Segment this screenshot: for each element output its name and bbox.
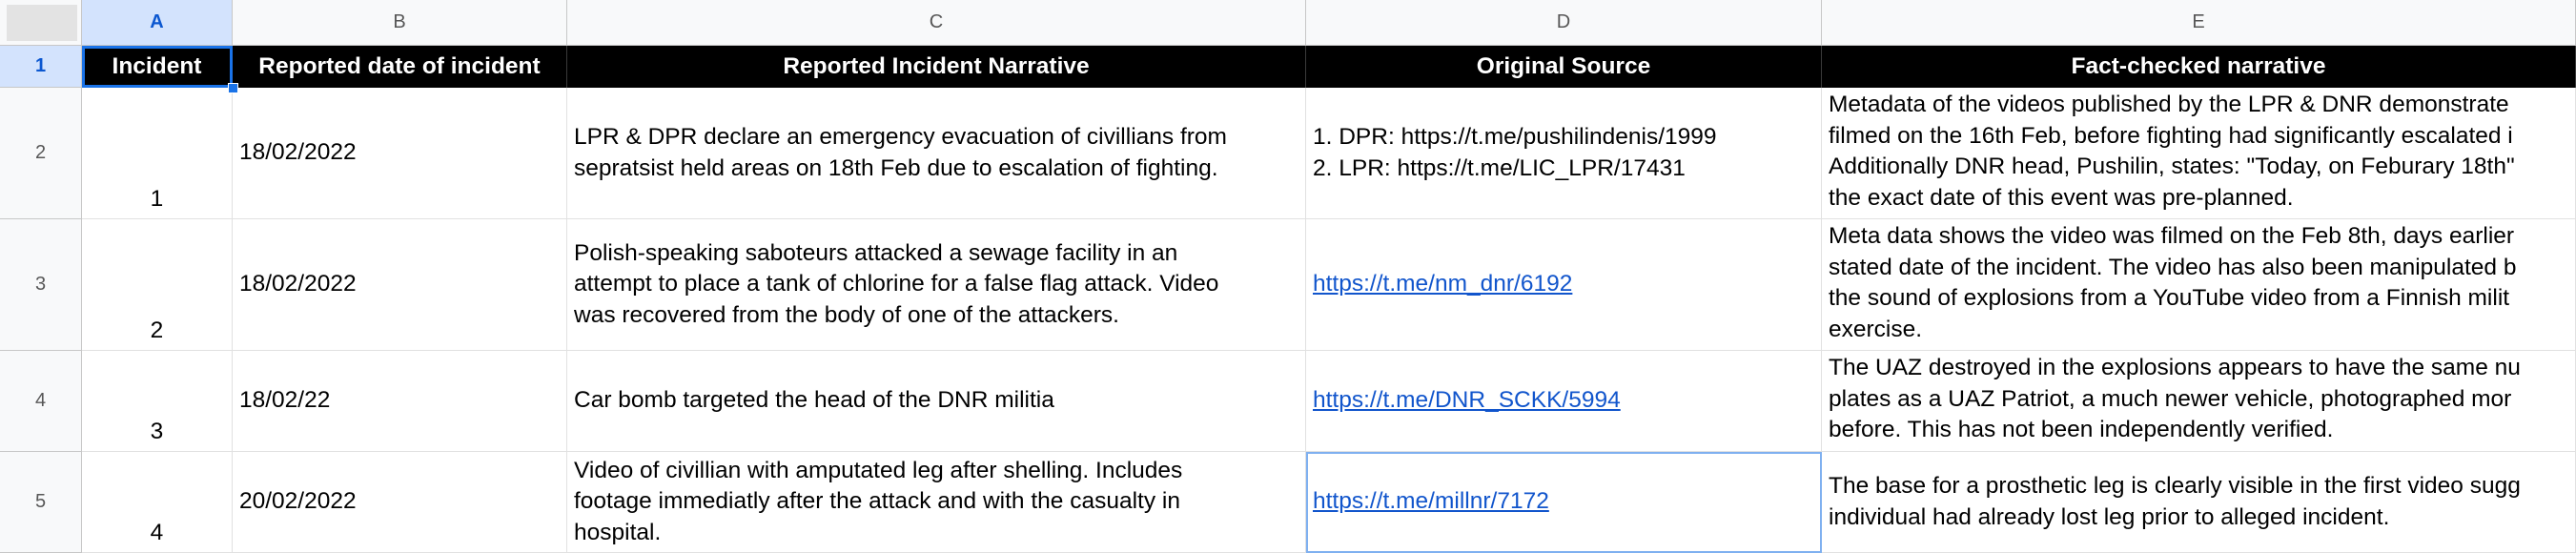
- incident-number-cell[interactable]: 4: [82, 452, 233, 553]
- row-header-5[interactable]: 5: [0, 452, 82, 553]
- select-all-corner[interactable]: [0, 0, 82, 46]
- fill-handle[interactable]: [228, 83, 238, 93]
- incident-number-cell[interactable]: 3: [82, 351, 233, 452]
- header-cell-date[interactable]: Reported date of incident: [233, 46, 567, 88]
- column-header-e[interactable]: E: [1822, 0, 2576, 46]
- factcheck-cell[interactable]: Metadata of the videos published by the LPR & DNR demonstrate filmed on the 16th Feb, before fighting had significantly escalated i Additionally DNR head, Pushilin, states: "Today, on Feburary 18th" the exact date of this event was pre-planned.: [1822, 88, 2576, 219]
- row-header-3[interactable]: 3: [0, 219, 82, 351]
- column-header-d[interactable]: D: [1306, 0, 1822, 46]
- incident-number-cell[interactable]: 1: [82, 88, 233, 219]
- date-cell[interactable]: 18/02/2022: [233, 88, 567, 219]
- source-link[interactable]: https://t.me/nm_dnr/6192: [1313, 271, 1573, 297]
- source-link[interactable]: https://t.me/DNR_SCKK/5994: [1313, 387, 1621, 414]
- incident-number-cell[interactable]: 2: [82, 219, 233, 351]
- header-cell-source[interactable]: Original Source: [1306, 46, 1822, 88]
- row-header-4[interactable]: 4: [0, 351, 82, 452]
- header-cell-narrative[interactable]: Reported Incident Narrative: [567, 46, 1306, 88]
- date-cell[interactable]: 18/02/2022: [233, 219, 567, 351]
- column-header-b[interactable]: B: [233, 0, 567, 46]
- narrative-cell[interactable]: LPR & DPR declare an emergency evacuation of civillians from sepratsist held areas on 18th Feb due to escalation of fighting.: [567, 88, 1306, 219]
- row-header-2[interactable]: 2: [0, 88, 82, 219]
- narrative-cell[interactable]: Polish-speaking saboteurs attacked a sewage facility in an attempt to place a tank of chlorine for a false flag attack. Video was recovered from the body of one of the attackers.: [567, 219, 1306, 351]
- factcheck-cell[interactable]: Meta data shows the video was filmed on the Feb 8th, days earlier stated date of the incident. The video has also been manipulated b the sound of explosions from a YouTube video from a Finnish milit exercise.: [1822, 219, 2576, 351]
- column-header-c[interactable]: C: [567, 0, 1306, 46]
- date-cell[interactable]: 20/02/2022: [233, 452, 567, 553]
- row-header-1[interactable]: 1: [0, 46, 82, 88]
- narrative-cell[interactable]: Car bomb targeted the head of the DNR militia: [567, 351, 1306, 452]
- source-cell[interactable]: [1306, 452, 1822, 553]
- select-all-shade: [7, 5, 77, 41]
- narrative-cell[interactable]: Video of civillian with amputated leg after shelling. Includes footage immediatly after the attack and with the casualty in hospital.: [567, 452, 1306, 553]
- date-cell[interactable]: 18/02/22: [233, 351, 567, 452]
- source-cell[interactable]: 1. DPR: https://t.me/pushilindenis/1999 2. LPR: https://t.me/LIC_LPR/17431: [1306, 88, 1822, 219]
- header-cell-incident[interactable]: Incident: [82, 46, 233, 88]
- source-cell[interactable]: [1306, 219, 1822, 351]
- source-cell[interactable]: [1306, 351, 1822, 452]
- column-header-a[interactable]: A: [82, 0, 233, 46]
- source-link[interactable]: https://t.me/millnr/7172: [1313, 488, 1549, 515]
- factcheck-cell[interactable]: The base for a prosthetic leg is clearly visible in the first video sugg individual had already lost leg prior to alleged incident.: [1822, 452, 2576, 553]
- factcheck-cell[interactable]: The UAZ destroyed in the explosions appears to have the same nu plates as a UAZ Patriot, a much newer vehicle, photographed mor before. This has not been independently verified.: [1822, 351, 2576, 452]
- header-cell-factcheck[interactable]: Fact-checked narrative: [1822, 46, 2576, 88]
